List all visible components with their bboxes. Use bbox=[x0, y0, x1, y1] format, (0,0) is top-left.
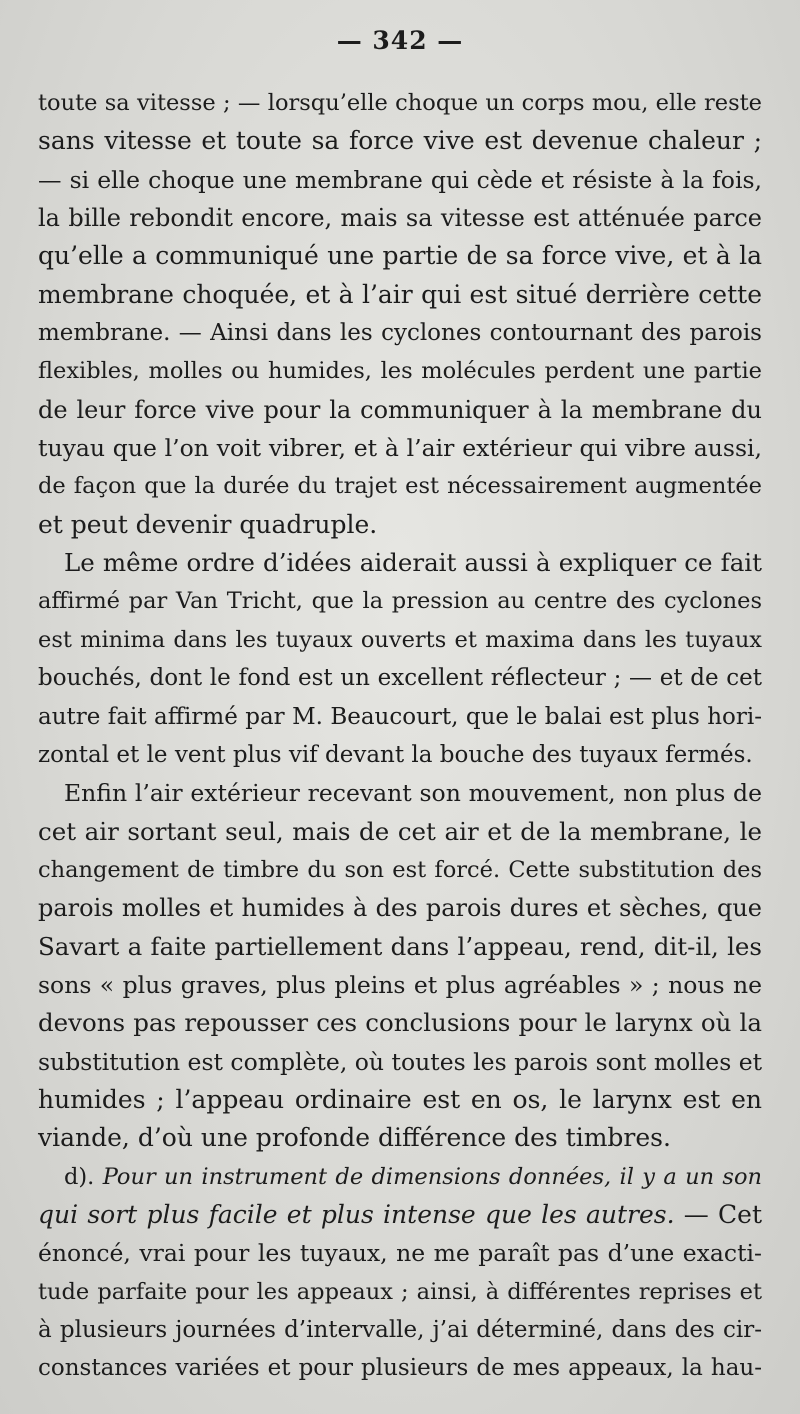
body-text bbox=[38, 84, 762, 1388]
text-line: constances variées et pour plusieurs de mes appeaux, la hau- bbox=[38, 1355, 762, 1382]
heading-italic-text: Pour un instrument de dimensions données, il y a un son bbox=[102, 1163, 762, 1190]
text-line: affirmé par Van Tricht, que la pression au centre des cyclones bbox=[38, 588, 762, 615]
text-line: zontal et le vent plus vif devant la bouche des tuyaux fermés. bbox=[38, 741, 753, 768]
text-line: substitution est complète, où toutes les parois sont molles et bbox=[38, 1047, 763, 1076]
text-line: tude parfaite pour les appeaux ; ainsi, à différentes reprises et bbox=[38, 1278, 762, 1305]
text-line: est minima dans les tuyaux ouverts et maxima dans les tuyaux bbox=[38, 626, 762, 653]
text-line: la bille rebondit encore, mais sa vitesse est atténuée parce bbox=[38, 204, 762, 233]
text-line: viande, d’où une profonde différence des timbres. bbox=[38, 1123, 671, 1153]
text-line: de leur force vive pour la communiquer à la membrane du bbox=[38, 395, 762, 424]
text-line: sans vitesse et toute sa force vive est devenue chaleur ; bbox=[38, 126, 762, 156]
text-line: sons « plus graves, plus pleins et plus agréables » ; nous ne bbox=[38, 970, 762, 999]
text-line: — si elle choque une membrane qui cède et résiste à la fois, bbox=[38, 165, 762, 194]
text-line: Enfin l’air extérieur recevant son mouvement, non plus de bbox=[64, 779, 762, 808]
text-line: énoncé, vrai pour les tuyaux, ne me paraît pas d’une exacti- bbox=[38, 1239, 762, 1268]
text-line: flexibles, molles ou humides, les molécules perdent une partie bbox=[38, 358, 762, 385]
text-line: cet air sortant seul, mais de cet air et de la membrane, le bbox=[38, 816, 762, 846]
text-line-heading bbox=[38, 1196, 762, 1234]
text-line: à plusieurs journées d’intervalle, j’ai déterminé, dans des cir- bbox=[38, 1317, 762, 1343]
text-line: bouchés, dont le fond est un excellent réflecteur ; — et de cet bbox=[38, 665, 762, 692]
text-line: membrane choquée, et à l’air qui est situé derrière cette bbox=[38, 279, 762, 309]
text-line: devons pas repousser ces conclusions pour le larynx où la bbox=[38, 1008, 762, 1038]
text-line: tuyau que l’on voit vibrer, et à l’air extérieur qui vibre aussi, bbox=[38, 434, 762, 463]
text-line: Le même ordre d’idées aiderait aussi à expliquer ce fait bbox=[64, 548, 762, 578]
page-number: — 342 — bbox=[336, 26, 464, 55]
text-line: et peut devenir quadruple. bbox=[38, 509, 378, 539]
text-line: changement de timbre du son est forcé. Cette substitution des bbox=[38, 856, 762, 883]
heading-suffix: — Cet bbox=[674, 1199, 762, 1229]
heading-prefix: d). bbox=[64, 1163, 103, 1190]
text-line: membrane. — Ainsi dans les cyclones contournant des parois bbox=[38, 320, 762, 347]
text-line: parois molles et humides à des parois dures et sèches, que bbox=[38, 894, 762, 923]
text-line-heading bbox=[38, 1158, 762, 1196]
text-line: de façon que la durée du trajet est nécessairement augmentée bbox=[38, 473, 762, 500]
heading-italic-text: qui sort plus facile et plus intense que les autres. bbox=[38, 1199, 675, 1229]
text-line: autre fait affirmé par M. Beaucourt, que le balai est plus hori- bbox=[38, 703, 762, 730]
text-line: toute sa vitesse ; — lorsqu’elle choque un corps mou, elle reste bbox=[38, 90, 762, 116]
text-line: Savart a faite partiellement dans l’appeau, rend, dit-il, les bbox=[38, 931, 762, 961]
text-line: qu’elle a communiqué une partie de sa force vive, et à la bbox=[38, 241, 762, 271]
text-line: humides ; l’appeau ordinaire est en os, le larynx est en bbox=[38, 1084, 762, 1114]
